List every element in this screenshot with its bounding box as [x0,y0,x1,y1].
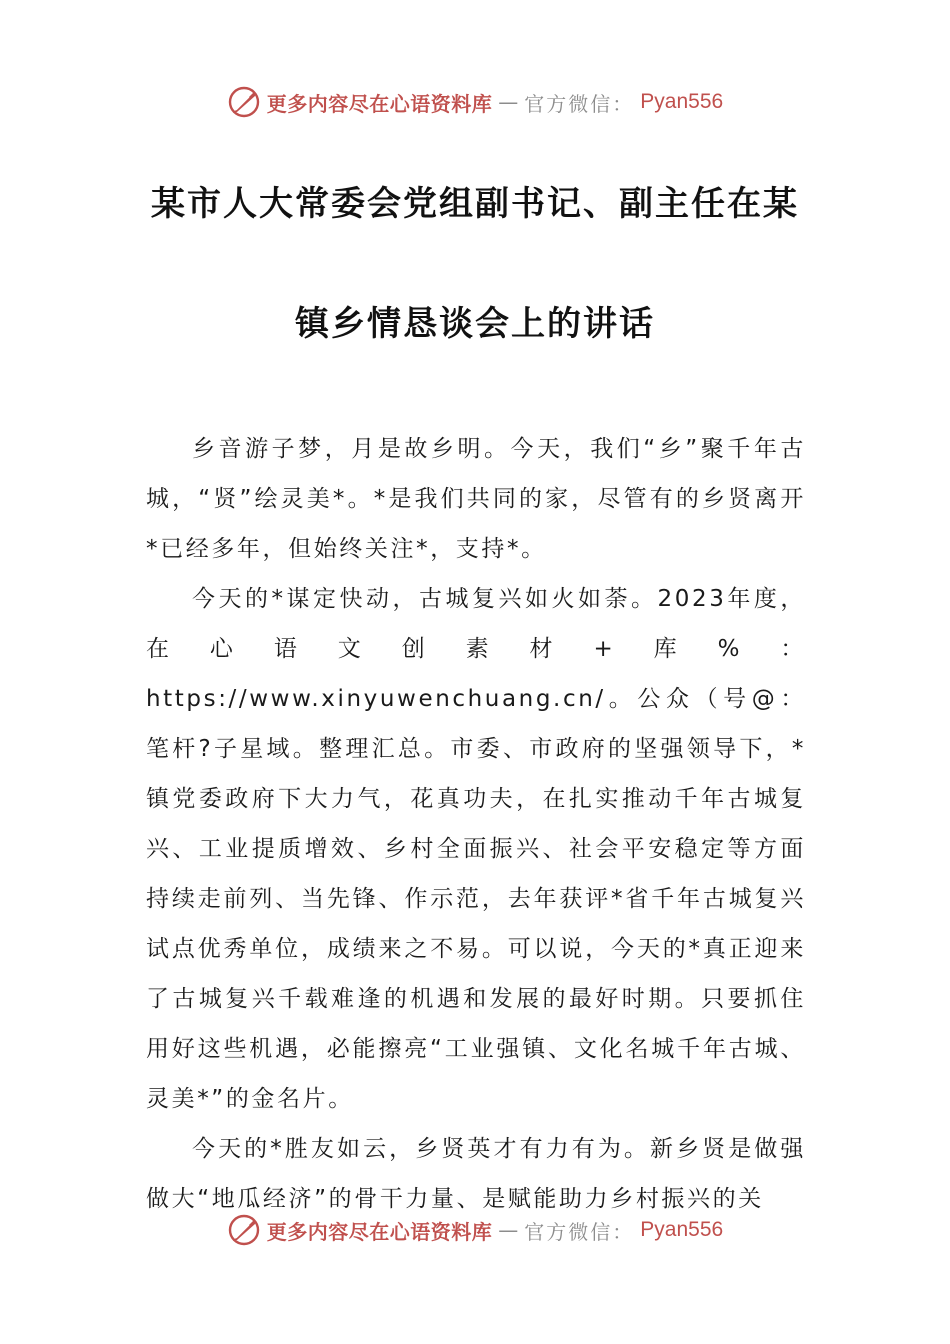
footer-separator: — [498,1218,519,1242]
body-paragraph: 今天的*胜友如云，乡贤英才有力有为。新乡贤是做强做大“地瓜经济”的骨干力量、是赋能助力乡村振兴的关 [146,1136,806,1212]
header-separator: — [498,90,519,114]
document-body [146,424,806,1224]
quill-logo-icon [227,1213,261,1247]
header-contact-label: 官方微信： [524,91,635,116]
footer-brand-text: 更多内容尽在心语资料库 [266,1219,493,1244]
quill-logo-icon [227,85,261,119]
document-title-line-1: 某市人大常委会党组副书记、副主任在某 [151,184,799,224]
footer-contact-label: 官方微信： [524,1219,635,1244]
body-paragraph: 乡音游子梦，月是故乡明。今天，我们“乡”聚千年古城，“贤”绘灵美*。*是我们共同的家，尽管有的乡贤离开*已经多年，但始终关注*，支持*。 [146,436,806,562]
header-contact-id: Pyan556 [640,90,724,113]
header-banner [0,82,950,122]
footer-banner [0,1210,950,1250]
footer-contact-id: Pyan556 [640,1218,724,1241]
header-brand-text: 更多内容尽在心语资料库 [266,91,493,116]
document-title-line-2: 镇乡情恳谈会上的讲话 [295,304,655,344]
body-paragraph: 今天的*谋定快动，古城复兴如火如荼。2023年度，在心语文创素材+库%：https://www.xinyuwenchuang.cn/。公众（号@：笔杆?子星域。整理汇总。市委、市政府的坚强领导下，*镇党委政府下大力气，花真功夫，在扎实推动千年古城复兴、工业提质增效、乡村全面振兴、社会平安稳定等方面持续走前列、当先锋、作示范，去年获评*省千年古城复兴试点优秀单位，成绩来之不易。可以说，今天的*真正迎来了古城复兴千载难逢的机遇和发展的最好时期。只要抓住用好这些机遇，必能擦亮“工业强镇、文化名城千年古城、灵美*”的金名片。 [146,586,806,1112]
